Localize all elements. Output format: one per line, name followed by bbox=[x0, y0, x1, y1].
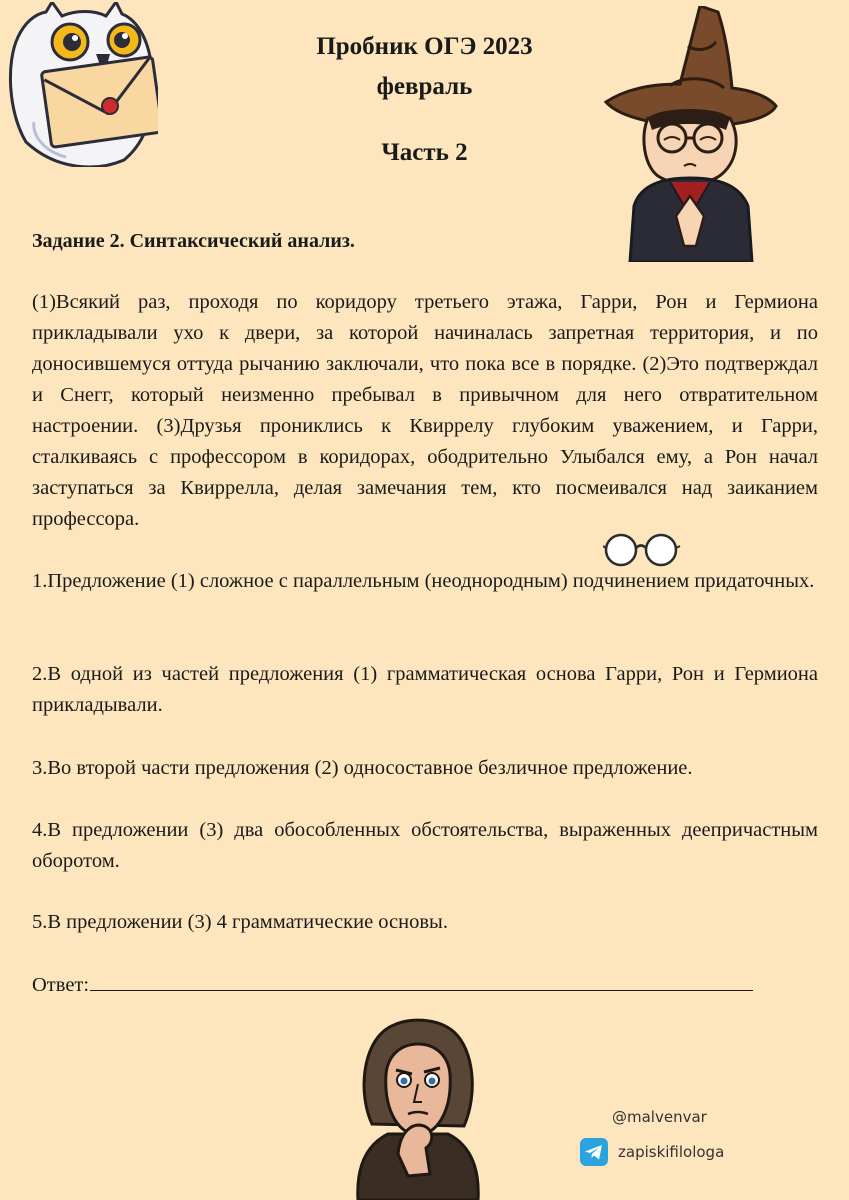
answer-line[interactable] bbox=[90, 968, 753, 991]
answer-row bbox=[32, 968, 753, 1001]
telegram-icon bbox=[580, 1138, 608, 1166]
round-glasses-icon bbox=[603, 532, 683, 568]
task-text: (1)Всякий раз, проходя по коридору третьего этажа, Гарри, Рон и Гермиона прикладывали ухо к двери, за которой начиналась запретная территория, и по доносившемуся оттуда рычанию заключали, что пока все в порядке. (2)Это подтверждал и Снегг, который неизменно пребывал в привычном для него отвратительном настроении. (3)Друзья прониклись к Квиррелу глубоким уважением, и Гарри, сталкиваясь с профессором в коридорах, ободрительно Улыбался ему, а Рон начал заступаться за Квиррелла, делая замечания тем, кто посмеивался над заиканием профессора. bbox=[32, 291, 818, 530]
part-heading: Часть 2 bbox=[381, 139, 468, 166]
option-2: 2.В одной из частей предложения (1) грамматическая основа Гарри, Рон и Гермиона прикладывали. bbox=[32, 663, 818, 716]
option-3: 3.Во второй части предложения (2) односоставное безличное предложение. bbox=[32, 757, 693, 779]
page-title: Пробник ОГЭ 2023 bbox=[316, 33, 533, 60]
task-heading: Задание 2. Синтаксический анализ. bbox=[32, 230, 355, 252]
telegram-link[interactable] bbox=[580, 1138, 724, 1166]
page-subtitle: февраль bbox=[376, 73, 473, 100]
answer-label: Ответ: bbox=[32, 974, 90, 996]
telegram-channel: zapiskifilologa bbox=[618, 1143, 725, 1161]
owl-letter-icon bbox=[6, 2, 158, 167]
option-5: 5.В предложении (3) 4 грамматические основы. bbox=[32, 911, 448, 933]
author-handle: @malvenvar bbox=[612, 1108, 707, 1126]
option-1: 1.Предложение (1) сложное с параллельным (неоднородным) подчинением придаточных. bbox=[32, 570, 815, 592]
option-4: 4.В предложении (3) два обособленных обстоятельства, выраженных деепричастным оборотом. bbox=[32, 819, 818, 872]
caretaker-character-icon bbox=[338, 1014, 498, 1200]
